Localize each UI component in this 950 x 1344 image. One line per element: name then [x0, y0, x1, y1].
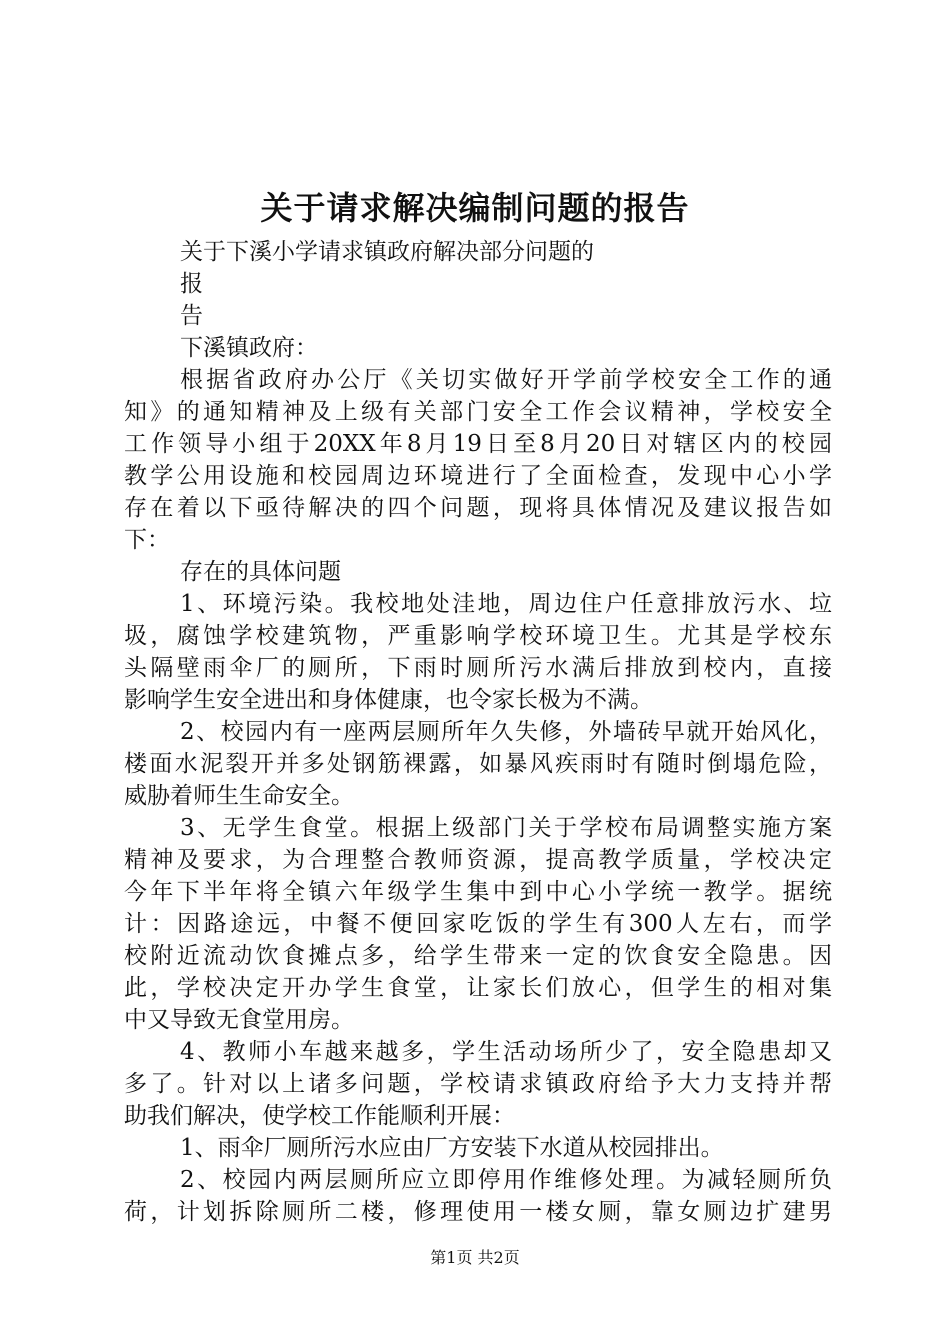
body-line: 威胁着师生生命安全。 [124, 783, 354, 809]
document-body [124, 236, 832, 1228]
body-line: 校附近流动饮食摊点多，给学生带来一定的饮食安全隐患。因 [124, 943, 832, 969]
body-line: 存在着以下亟待解决的四个问题，现将具体情况及建议报告如 [124, 495, 832, 521]
body-line: 关于下溪小学请求镇政府解决部分问题的 [180, 239, 594, 265]
document-title: 关于请求解决编制问题的报告 [260, 189, 690, 227]
page-footer: 第1页 共2页 [430, 1248, 520, 1267]
body-line: 3、无学生食堂。根据上级部门关于学校布局调整实施方案 [180, 815, 832, 841]
body-line: 精神及要求，为合理整合教师资源，提高教学质量，学校决定 [124, 847, 832, 873]
body-line: 中又导致无食堂用房。 [124, 1007, 354, 1033]
body-line: 荷，计划拆除厕所二楼，修理使用一楼女厕，靠女厕边扩建男 [124, 1199, 832, 1225]
body-line: 1、雨伞厂厕所污水应由厂方安装下水道从校园排出。 [180, 1135, 724, 1161]
body-line: 助我们解决，使学校工作能顺利开展： [124, 1103, 515, 1129]
body-line: 此，学校决定开办学生食堂，让家长们放心，但学生的相对集 [124, 975, 832, 1001]
body-line: 告 [180, 303, 203, 329]
body-line: 影响学生安全进出和身体健康，也令家长极为不满。 [124, 687, 653, 713]
body-line: 1、环境污染。我校地处洼地，周边住户任意排放污水、垃 [180, 591, 832, 617]
body-line: 头隔壁雨伞厂的厕所，下雨时厕所污水满后排放到校内，直接 [124, 655, 832, 681]
body-line: 圾，腐蚀学校建筑物，严重影响学校环境卫生。尤其是学校东 [124, 623, 832, 649]
body-line: 知》的通知精神及上级有关部门安全工作会议精神，学校安全 [124, 399, 832, 425]
body-line: 工作领导小组于20XX年8月19日至8月20日对辖区内的校园 [124, 431, 832, 457]
body-line: 下： [124, 527, 170, 553]
body-line: 根据省政府办公厅《关切实做好开学前学校安全工作的通 [180, 367, 832, 393]
body-line: 教学公用设施和校园周边环境进行了全面检查，发现中心小学 [124, 463, 832, 489]
salutation: 下溪镇政府： [180, 335, 318, 361]
body-line: 报 [180, 271, 203, 297]
body-line: 2、校园内两层厕所应立即停用作维修处理。为减轻厕所负 [180, 1167, 832, 1193]
body-line: 2、校园内有一座两层厕所年久失修，外墙砖早就开始风化， [180, 719, 832, 745]
body-line: 今年下半年将全镇六年级学生集中到中心小学统一教学。据统 [124, 879, 832, 905]
body-line: 计：因路途远，中餐不便回家吃饭的学生有300人左右，而学 [124, 911, 832, 937]
body-line: 多了。针对以上诸多问题，学校请求镇政府给予大力支持并帮 [124, 1071, 832, 1097]
body-line: 4、教师小车越来越多，学生活动场所少了，安全隐患却又 [180, 1039, 832, 1065]
body-line: 楼面水泥裂开并多处钢筋裸露，如暴风疾雨时有随时倒塌危险， [124, 751, 832, 777]
section-heading: 存在的具体问题 [180, 559, 341, 585]
